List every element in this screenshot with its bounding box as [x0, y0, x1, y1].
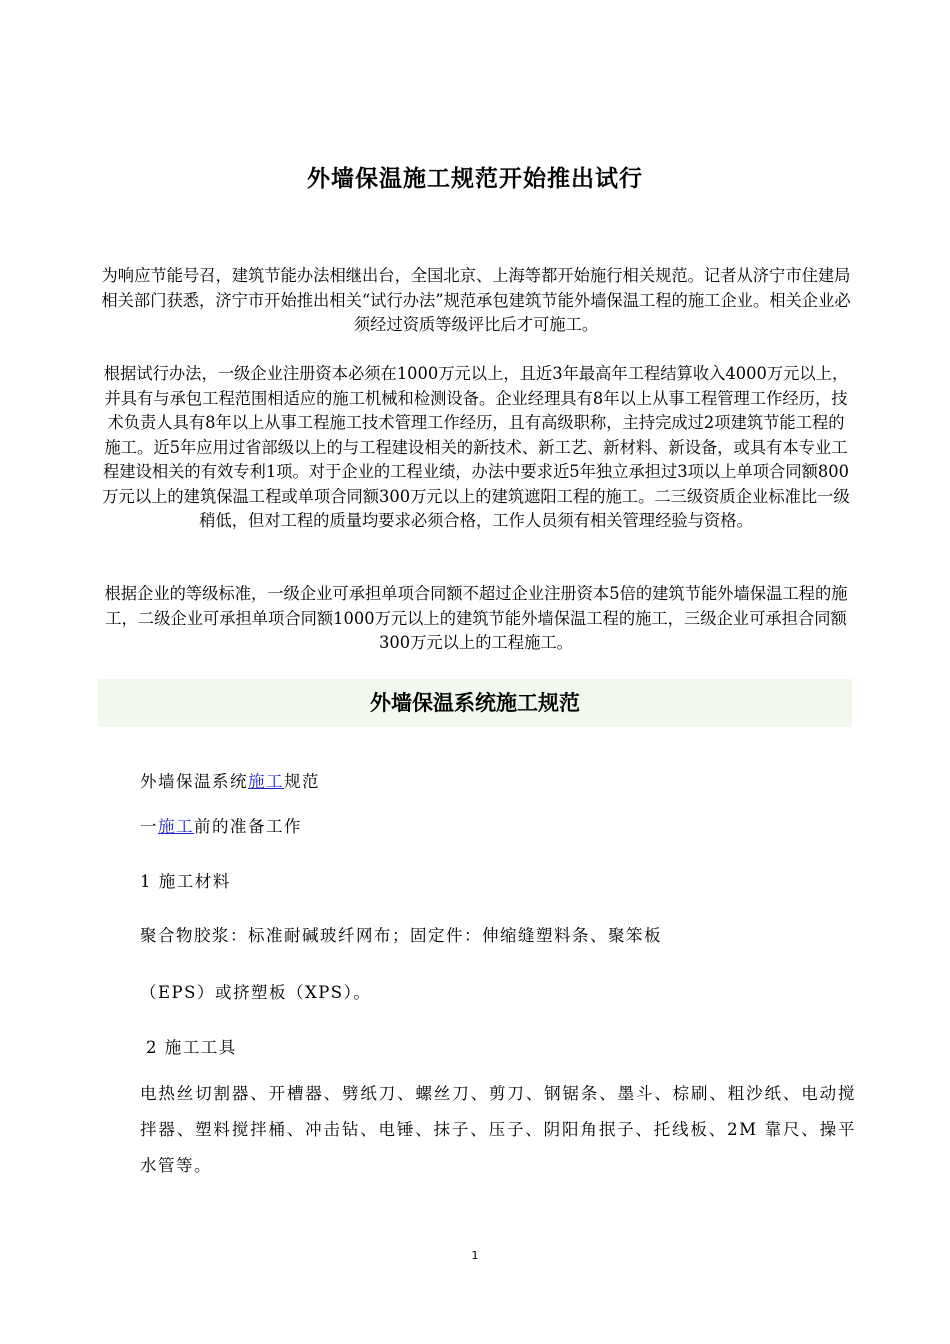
- materials-heading: 1 施工材料: [140, 872, 231, 891]
- section-subtitle-suffix: 规范: [284, 772, 320, 791]
- preparation-suffix: 前的准备工作: [194, 817, 302, 836]
- preparation-prefix: 一: [140, 817, 158, 836]
- construction-link-2[interactable]: 施工: [158, 817, 194, 836]
- page-number: 1: [471, 1249, 479, 1262]
- section-subtitle: [140, 770, 860, 794]
- section-heading: 外墙保温系统施工规范: [370, 691, 580, 715]
- tools-list: 电热丝切割器、开槽器、劈纸刀、螺丝刀、剪刀、钢锯条、墨斗、棕刷、粗沙纸、电动搅拌器、塑料搅拌桶、冲击钻、电锤、抹子、压子、阴阳角抿子、托线板、2M 靠尺、操平水管等。: [140, 1084, 856, 1175]
- tools-heading: 2 施工工具: [146, 1038, 237, 1057]
- scope-paragraph: 根据企业的等级标准，一级企业可承担单项合同额不超过企业注册资本5倍的建筑节能外墙保温工程的施工，二级企业可承担单项合同额1000万元以上的建筑节能外墙保温工程的施工，三级企业可承担合同额300万元以上的工程施工。: [104, 584, 848, 652]
- preparation-heading: [140, 815, 860, 839]
- section-banner: [98, 679, 852, 727]
- page-title: 外墙保温施工规范开始推出试行: [307, 166, 643, 192]
- materials-line-2: （EPS）或挤塑板（XPS）。: [140, 983, 372, 1002]
- materials-line-1: 聚合物胶浆：标准耐碱玻纤网布；固定件：伸缩缝塑料条、聚笨板: [140, 926, 662, 945]
- construction-link[interactable]: 施工: [248, 772, 284, 791]
- requirements-paragraph: 根据试行办法，一级企业注册资本必须在1000万元以上，且近3年最高年工程结算收入4000万元以上，并具有与承包工程范围相适应的施工机械和检测设备。企业经理具有8年以上从事工程管理工作经历，技术负责人具有8年以上从事工程施工技术管理工作经历，且有高级职称，主持完成过2项建筑节能工程的施工。近5年应用过省部级以上的与工程建设相关的新技术、新工艺、新材料、新设备，或具有本专业工程建设相关的有效专利1项。对于企业的工程业绩，办法中要求近5年独立承担过3项以上单项合同额800万元以上的建筑保温工程或单项合同额300万元以上的建筑遮阳工程的施工。二三级资质企业标准比一级稍低，但对工程的质量均要求必须合格，工作人员须有相关管理经验与资格。: [102, 364, 850, 530]
- section-subtitle-prefix: 外墙保温系统: [140, 772, 248, 791]
- intro-paragraph: 为响应节能号召，建筑节能办法相继出台，全国北京、上海等都开始施行相关规范。记者从济宁市住建局相关部门获悉，济宁市开始推出相关“试行办法”规范承包建筑节能外墙保温工程的施工企业。相关企业必须经过资质等级评比后才可施工。: [101, 266, 851, 334]
